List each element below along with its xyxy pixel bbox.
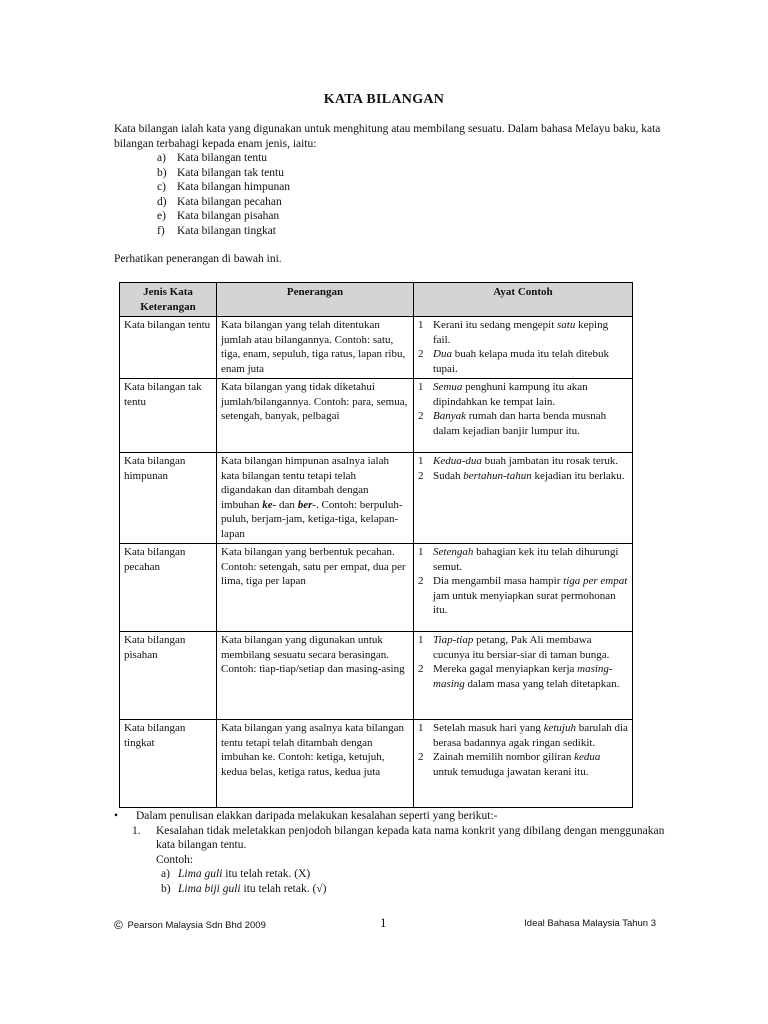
cell-contoh: 1 Semua penghuni kampung itu akan dipindahkan ke tempat lain. 2 Banyak rumah dan harta benda musnah dalam kejadian banjir lumpur itu.: [414, 379, 633, 453]
table-row: [120, 453, 633, 544]
page-title: KATA BILANGAN: [323, 92, 445, 107]
page-footer: [114, 916, 674, 932]
list-item: a) Kata bilangan tentu: [157, 152, 268, 164]
cell-jenis: Kata bilangan tingkat: [120, 720, 217, 808]
kata-bilangan-table: [119, 282, 633, 808]
cell-penerangan: Kata bilangan yang telah ditentukan jumlah atau bilangannya. Contoh: satu, tiga, enam, sepuluh, tiga ratus, lapan ribu, enam juta: [217, 317, 414, 379]
header-jenis: Jenis Kata Keterangan: [120, 283, 217, 317]
table-header-row: [120, 283, 633, 317]
bullet-item: • Dalam penulisan elakkan daripada melakukan kesalahan seperti yang berikut:-: [114, 810, 498, 822]
copyright-icon: ©: [114, 918, 123, 932]
cell-penerangan: Kata bilangan himpunan asalnya ialah kata bilangan tentu tetapi telah digandakan dan ditambah dengan imbuhan ke- dan ber-. Contoh: berpuluh-puluh, berjam-jam, ketiga-tiga, kelapan-lapan: [217, 453, 414, 544]
example-item: a) Lima guli itu telah retak. (X): [161, 868, 311, 880]
note-text: Perhatikan penerangan di bawah ini.: [114, 253, 282, 265]
cell-penerangan: Kata bilangan yang berbentuk pecahan. Contoh: setengah, satu per empat, dua per lima, tiga per lapan: [217, 544, 414, 632]
page-number: 1: [380, 915, 387, 930]
table-row: [120, 720, 633, 808]
list-item: b) Kata bilangan tak tentu: [157, 166, 284, 179]
contoh-label: Contoh:: [156, 853, 194, 866]
cell-penerangan: Kata bilangan yang tidak diketahui jumlah/bilangannya. Contoh: para, semua, setengah, banyak, pelbagai: [217, 379, 414, 453]
table-row: [120, 379, 633, 453]
types-list: [157, 151, 290, 238]
intro-paragraph: Kata bilangan ialah kata yang digunakan untuk menghitung atau membilang sesuatu. Dalam bahasa Melayu baku, kata bilangan terbahagi kepada enam jenis, iaitu:: [114, 123, 661, 150]
cell-penerangan: Kata bilangan yang asalnya kata bilangan tentu tetapi telah ditambah dengan imbuhan ke. Contoh: ketiga, ketujuh, kedua belas, ketiga ratus, kedua juta: [217, 720, 414, 808]
numbered-item: 1. Kesalahan tidak meletakkan penjodoh bilangan kepada kata nama konkrit yang dibilang dengan menggunakan kata bilangan tentu.: [132, 824, 665, 851]
cell-jenis: Kata bilangan pecahan: [120, 544, 217, 632]
table-row: [120, 632, 633, 720]
cell-jenis: Kata bilangan tentu: [120, 317, 217, 379]
cell-contoh: 1 Setelah masuk hari yang ketujuh barulah dia berasa badannya agak ringan sedikit. 2 Zainah memilih nombor giliran kedua untuk temuduga jawatan kerani itu.: [414, 720, 633, 808]
cell-contoh: 1 Kedua-dua buah jambatan itu rosak teruk. 2 Sudah bertahun-tahun kejadian itu berlaku.: [414, 453, 633, 544]
header-ayat-contoh: Ayat Contoh: [414, 283, 633, 317]
cell-jenis: Kata bilangan himpunan: [120, 453, 217, 544]
cell-jenis: Kata bilangan pisahan: [120, 632, 217, 720]
table-row: [120, 544, 633, 632]
list-item: d) Kata bilangan pecahan: [157, 195, 282, 208]
list-item: f) Kata bilangan tingkat: [157, 224, 276, 237]
list-item: e) Kata bilangan pisahan: [157, 210, 280, 222]
cell-contoh: 1 Kerani itu sedang mengepit satu keping fail. 2 Dua buah kelapa muda itu telah ditebuk tupai.: [414, 317, 633, 379]
notes-section: [114, 809, 674, 896]
header-penerangan: Penerangan: [217, 283, 414, 317]
example-item: b) Lima biji guli itu telah retak. (√): [161, 882, 327, 895]
cell-contoh: 1 Setengah bahagian kek itu telah dihurungi semut. 2 Dia mengambil masa hampir tiga per empat jam untuk menyiapkan surat permohonan itu.: [414, 544, 633, 632]
footer-copyright: © Pearson Malaysia Sdn Bhd 2009: [114, 918, 266, 932]
cell-penerangan: Kata bilangan yang digunakan untuk membilang sesuatu secara berasingan. Contoh: tiap-tiap/setiap dan masing-asing: [217, 632, 414, 720]
bullet-icon: •: [114, 810, 119, 822]
cell-jenis: Kata bilangan tak tentu: [120, 379, 217, 453]
cell-contoh: 1 Tiap-tiap petang, Pak Ali membawa cucunya itu bersiar-siar di taman bunga. 2 Mereka gagal menyiapkan kerja masing-masing dalam masa yang telah ditetapkan.: [414, 632, 633, 720]
footer-book-title: Ideal Bahasa Malaysia Tahun 3: [524, 918, 656, 929]
list-item: c) Kata bilangan himpunan: [157, 181, 291, 193]
table-row: [120, 317, 633, 379]
